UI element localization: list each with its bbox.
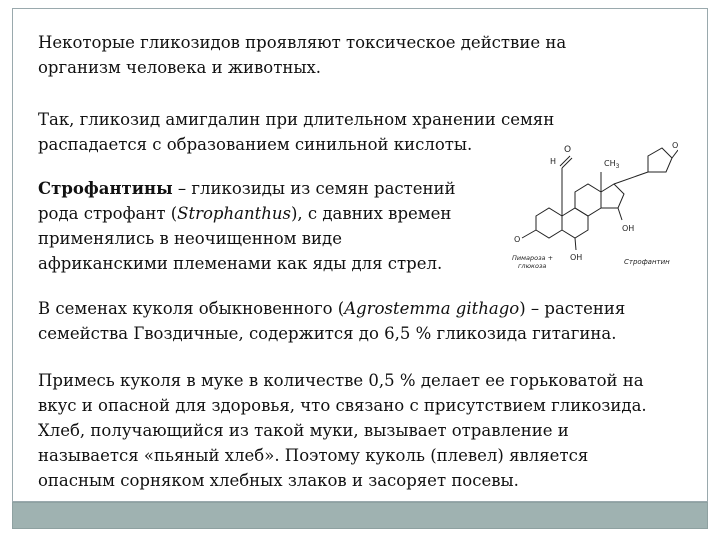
label-strophanthin: Строфантин [624, 258, 670, 266]
text-line: называется «пьяный хлеб». Поэтому куколь (плевел) является [38, 446, 589, 465]
paragraph-agrostemma [38, 296, 625, 346]
sugar-bond [522, 230, 536, 238]
label-o-left: O [514, 235, 521, 244]
label-ch3-sub: 3 [615, 163, 620, 170]
text-line [38, 201, 456, 226]
text-line: опасным сорняком хлебных злаков и засоряет посевы. [38, 471, 519, 490]
paragraph-drunk-bread [38, 368, 647, 493]
ring-c [575, 184, 601, 216]
lactone-link [614, 172, 648, 184]
latin-name-strophanthus: Strophanthus [177, 204, 291, 223]
text-line: Примесь куколя в муке в количестве 0,5 % делает ее горьковатой на [38, 371, 644, 390]
text-line [38, 176, 456, 201]
oh-bond [575, 238, 576, 250]
text-line: Некоторые гликозидов проявляют токсическое действие на [38, 33, 567, 52]
text-line: Так, гликозид амигдалин при длительном хранении семян [38, 110, 555, 129]
text-fragment: ), с давних времен [290, 204, 452, 223]
label-sugar-2: глюкоза [518, 262, 547, 270]
label-ch3 [604, 159, 620, 170]
ring-b [562, 208, 588, 238]
text-line: Хлеб, получающийся из такой муки, вызывает отравление и [38, 421, 569, 440]
term-strophanthins: Строфантины [38, 179, 173, 198]
text-line: семейства Гвоздичные, содержится до 6,5 % гликозида гитагина. [38, 324, 617, 343]
label-o-lactone: O [672, 141, 678, 150]
text-fragment: В семенах куколя обыкновенного ( [38, 299, 345, 318]
label-oh-bottom: OH [570, 253, 583, 262]
bottom-band [12, 502, 708, 529]
label-sugar-1: Пимароза + [512, 254, 554, 262]
text-fragment: рода строфант ( [38, 204, 178, 223]
text-fragment: ) – растения [519, 299, 626, 318]
text-line: африканскими племенами как яды для стрел. [38, 254, 443, 273]
strophanthin-structure-diagram [508, 128, 678, 278]
paragraph-amygdalin [38, 107, 554, 157]
lactone-carbonyl [672, 150, 678, 158]
text-fragment: – гликозиды из семян растений [172, 179, 456, 198]
text-line: организм человека и животных. [38, 58, 322, 77]
label-h: H [550, 157, 557, 166]
text-line: применялись в неочищенном виде [38, 229, 342, 248]
text-line [38, 296, 625, 321]
paragraph-strophanthins [38, 176, 456, 276]
text-line: вкус и опасной для здоровья, что связано с присутствием гликозида. [38, 396, 647, 415]
text-line: распадается с образованием синильной кислоты. [38, 135, 473, 154]
ring-d [601, 184, 624, 208]
label-o-top: O [564, 145, 572, 155]
lactone-ring [648, 148, 672, 172]
label-oh-right: OH [622, 224, 635, 233]
ring-a [536, 208, 562, 238]
oh-bond [618, 208, 622, 220]
label-ch3-text: CH [604, 159, 616, 168]
paragraph-glycoside-toxicity [38, 30, 566, 80]
latin-name-agrostemma: Agrostemma githago [344, 299, 520, 318]
